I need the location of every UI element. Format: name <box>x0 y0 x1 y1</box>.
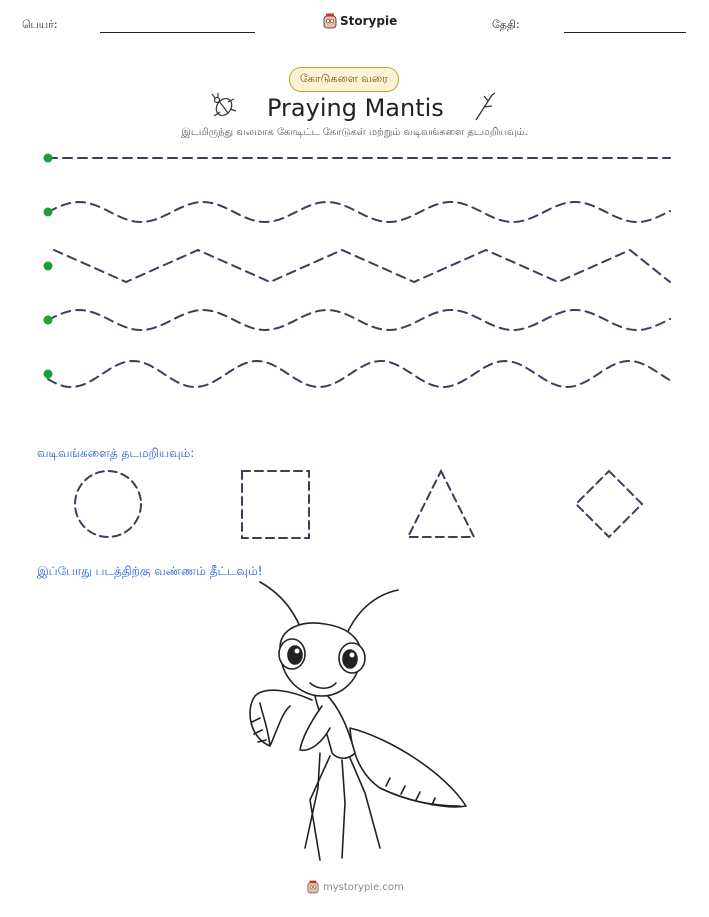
trace-line-wave[interactable] <box>48 310 670 330</box>
trace-diamond[interactable] <box>576 471 642 537</box>
shapes-row <box>0 462 709 552</box>
footer-text: mystorypie.com <box>323 881 404 893</box>
beetle-icon <box>208 92 238 120</box>
start-dot <box>44 370 53 379</box>
brand-name: Storypie <box>340 14 398 28</box>
trace-square[interactable] <box>242 471 309 538</box>
shapes-heading: வடிவங்களைத் தடமறியவும்: <box>37 446 195 460</box>
start-dot <box>44 208 53 217</box>
name-field-line[interactable] <box>100 32 255 33</box>
trace-line-zigzag[interactable] <box>54 250 670 282</box>
start-dot <box>44 154 53 163</box>
trace-line-wave[interactable] <box>48 202 670 222</box>
instruction-text: இடமிருந்து வலமாக கோடிட்ட கோடுகள் மற்றும் வடிவங்களை தடமறியவும். <box>181 127 528 138</box>
start-dot <box>44 316 53 325</box>
date-label: தேதி: <box>492 18 520 31</box>
mantis-illustration[interactable] <box>230 578 480 868</box>
activity-badge: கோடுகளை வரை <box>289 67 399 92</box>
coloring-heading: இப்போது படத்திற்கு வண்ணம் தீட்டவும்! <box>37 564 263 578</box>
brand-logo <box>323 13 397 29</box>
trace-circle[interactable] <box>75 471 141 537</box>
trace-line-bumps[interactable] <box>48 361 670 387</box>
storypie-mascot-icon <box>323 13 337 29</box>
tracing-lines <box>0 140 709 400</box>
name-label: பெயர்: <box>22 18 58 31</box>
storypie-mascot-icon <box>307 880 319 894</box>
twig-icon <box>472 92 498 122</box>
start-dot <box>44 262 53 271</box>
trace-triangle[interactable] <box>408 471 474 537</box>
date-field-line[interactable] <box>564 32 686 33</box>
footer <box>307 880 404 894</box>
page-title: Praying Mantis <box>267 94 444 122</box>
